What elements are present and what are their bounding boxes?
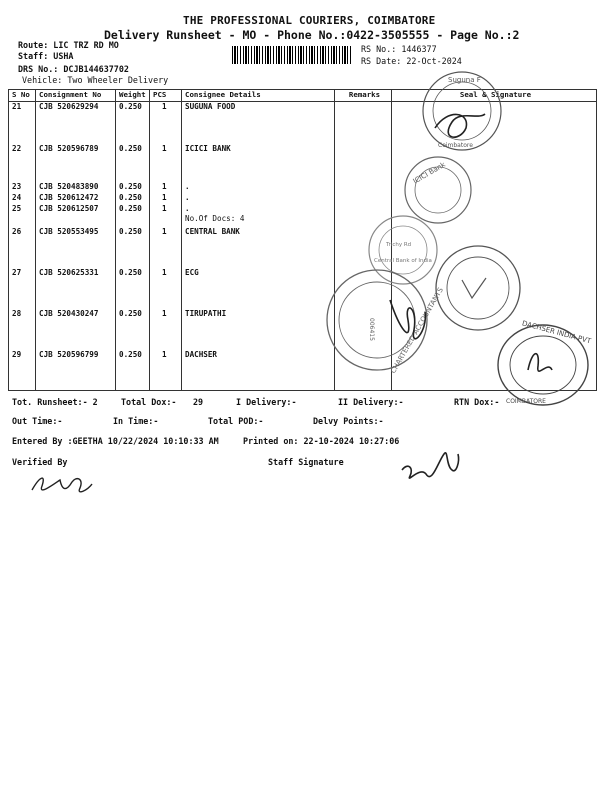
total-pod: Total POD:-: [208, 416, 264, 426]
row-consignee: DACHSER: [182, 350, 335, 391]
row-consignment: CJB 520625331: [36, 268, 116, 309]
row-seal: [392, 227, 597, 268]
row-pcs: 1: [150, 193, 182, 204]
col-consignment: Consignment No: [36, 90, 116, 102]
row-consignee: .: [182, 193, 335, 204]
central-bank-name: Central Bank of India: [374, 258, 432, 264]
row-sno: 21: [9, 102, 36, 144]
row-weight: 0.250: [116, 227, 150, 268]
row-consignment: CJB 520612507: [36, 204, 116, 214]
rtn-dox: RTN Dox:-: [454, 397, 500, 407]
row-seal: [392, 350, 597, 391]
row-seal: [392, 193, 597, 204]
rs-date: RS Date: 22-Oct-2024: [361, 56, 462, 66]
row-sno: 24: [9, 193, 36, 204]
entered-by: Entered By :GEETHA 10/22/2024 10:10:33 AM: [12, 436, 219, 446]
printed-on: Printed on: 22-10-2024 10:27:06: [243, 436, 400, 446]
drs-number: DRS No.: DCJB144637702: [18, 64, 129, 74]
row-consignee: TIRUPATHI: [182, 309, 335, 350]
staff-label: Staff: USHA: [18, 51, 74, 61]
dachser-stamp-text: DACHSER INDIA PVT: [521, 319, 592, 346]
i-delivery: I Delivery:-: [236, 397, 297, 407]
row-remarks: [335, 182, 392, 193]
dachser-stamp-bottom: COIMBATORE: [506, 398, 546, 405]
row-sno: 26: [9, 227, 36, 268]
row-weight: 0.250: [116, 350, 150, 391]
row-consignment: CJB 520483890: [36, 182, 116, 193]
row-consignee: .: [182, 182, 335, 193]
row-sno: 28: [9, 309, 36, 350]
row-pcs: 1: [150, 144, 182, 182]
runsheet-title: Delivery Runsheet - MO - Phone No.:0422-3505555 - Page No.:2: [104, 28, 520, 42]
row-weight: 0.250: [116, 309, 150, 350]
ii-delivery: II Delivery:-: [338, 397, 404, 407]
row-seal: [392, 102, 597, 144]
row-consignee: SUGUNA FOOD: [182, 102, 335, 144]
row-consignment: CJB 520430247: [36, 309, 116, 350]
row-consignment: CJB 520612472: [36, 193, 116, 204]
company-name: THE PROFESSIONAL COURIERS, COIMBATORE: [183, 14, 436, 27]
row-pcs: 1: [150, 102, 182, 144]
row-weight: 0.250: [116, 144, 150, 182]
suguna-stamp-bottom: Coimbatore: [438, 142, 473, 149]
col-weight: Weight: [116, 90, 150, 102]
total-dox-label: Total Dox:-: [121, 397, 177, 407]
row-sno: 29: [9, 350, 36, 391]
verified-by: Verified By: [12, 457, 68, 467]
col-pcs: PCS: [150, 90, 182, 102]
signature-verified-by: [32, 478, 92, 492]
vehicle-label: Vehicle: Two Wheeler Delivery: [22, 75, 169, 85]
row-seal: [392, 182, 597, 193]
staff-signature-label: Staff Signature: [268, 457, 344, 467]
table-header-row: [9, 90, 597, 102]
out-time: Out Time:-: [12, 416, 63, 426]
row-pcs: 1: [150, 182, 182, 193]
table-row: [9, 204, 597, 214]
row-seal: [392, 204, 597, 214]
icici-stamp-text: ICICI Bank: [411, 160, 447, 186]
row-pcs: 1: [150, 350, 182, 391]
row-weight: 0.250: [116, 193, 150, 204]
no-of-docs: No.Of Docs: 4: [182, 214, 335, 227]
row-remarks: [335, 309, 392, 350]
central-bank-text: Trichy Rd: [386, 242, 412, 248]
row-consignment: CJB 520596789: [36, 144, 116, 182]
row-weight: 0.250: [116, 204, 150, 214]
row-consignee: ECG: [182, 268, 335, 309]
row-seal: [392, 268, 597, 309]
table-row: [9, 144, 597, 182]
row-weight: 0.250: [116, 268, 150, 309]
table-row: [9, 193, 597, 204]
signature-staff: [402, 453, 459, 478]
table-row: [9, 350, 597, 391]
table-row: [9, 102, 597, 144]
col-consignee: Consignee Details: [182, 90, 335, 102]
row-sno: 27: [9, 268, 36, 309]
row-pcs: 1: [150, 227, 182, 268]
row-remarks: [335, 144, 392, 182]
row-sno: 25: [9, 204, 36, 214]
row-remarks: [335, 204, 392, 214]
table-row: [9, 268, 597, 309]
row-seal: [392, 144, 597, 182]
table-row: [9, 227, 597, 268]
col-sno: S No: [9, 90, 36, 102]
tot-runsheet: Tot. Runsheet:- 2: [12, 397, 98, 407]
col-seal-signature: Seal & Signature: [392, 90, 597, 102]
rs-number: RS No.: 1446377: [361, 44, 437, 54]
barcode: [232, 46, 352, 64]
row-consignee: CENTRAL BANK: [182, 227, 335, 268]
row-consignment: CJB 520553495: [36, 227, 116, 268]
row-seal: [392, 309, 597, 350]
row-pcs: 1: [150, 309, 182, 350]
row-remarks: [335, 193, 392, 204]
docs-count-row: [9, 214, 597, 227]
suguna-stamp-text: Suguna F: [448, 76, 481, 84]
row-pcs: 1: [150, 204, 182, 214]
row-consignee: ICICI BANK: [182, 144, 335, 182]
total-dox-value: 29: [193, 397, 204, 407]
col-remarks: Remarks: [335, 90, 392, 102]
row-remarks: [335, 268, 392, 309]
chartered-stamp-text: CHARTERED ACCOUNTANTS: [389, 286, 445, 375]
row-consignment: CJB 520596799: [36, 350, 116, 391]
in-time: In Time:-: [113, 416, 159, 426]
row-consignee: .: [182, 204, 335, 214]
row-consignment: CJB 520629294: [36, 102, 116, 144]
runsheet-table: [8, 89, 597, 391]
row-pcs: 1: [150, 268, 182, 309]
row-weight: 0.250: [116, 102, 150, 144]
row-remarks: [335, 227, 392, 268]
table-row: [9, 182, 597, 193]
row-sno: 22: [9, 144, 36, 182]
delvy-points: Delvy Points:-: [313, 416, 384, 426]
row-weight: 0.250: [116, 182, 150, 193]
route-label: Route: LIC TRZ RD MO: [18, 40, 119, 50]
row-remarks: [335, 102, 392, 144]
table-row: [9, 309, 597, 350]
row-sno: 23: [9, 182, 36, 193]
row-remarks: [335, 350, 392, 391]
chartered-stamp-number: 006415: [368, 318, 375, 341]
